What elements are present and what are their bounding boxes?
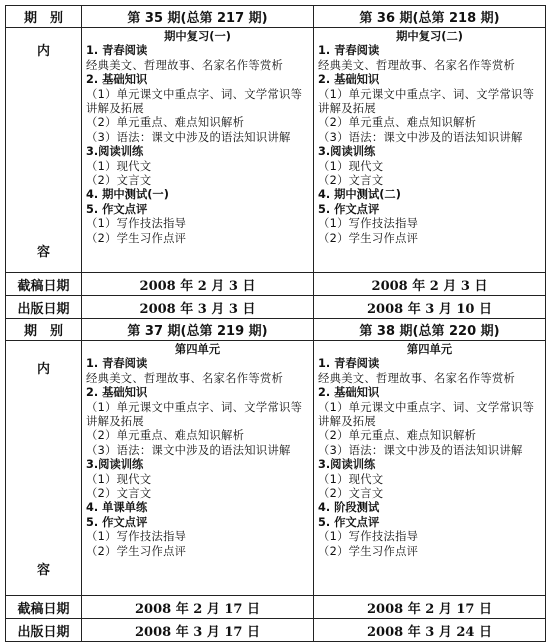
publish-date: 2008 年 3 月 24 日	[314, 619, 546, 642]
section-heading: 5. 作文点评	[86, 515, 148, 529]
section-heading: 3.阅读训练	[318, 145, 376, 159]
content-label-top: 内	[36, 362, 50, 377]
issue-theme: 第四单元	[174, 343, 221, 356]
section-item: （2）单元重点、难点知识解析	[86, 429, 245, 443]
section-heading: 1. 青春阅读	[86, 357, 148, 371]
content-label-bottom: 容	[36, 563, 50, 578]
section-heading: 2. 基础知识	[86, 386, 148, 400]
section-heading: 1. 青春阅读	[318, 44, 380, 58]
content-label-top: 内	[36, 44, 50, 59]
publish-row	[6, 296, 546, 319]
section-item: （2）文言文	[318, 174, 384, 188]
section-item: （3）语法：课文中涉及的语法知识讲解	[318, 130, 523, 144]
section-item: （1）写作技法指导	[318, 530, 419, 544]
section-heading: 4. 单课单练	[86, 501, 148, 515]
section-item: （3）语法：课文中涉及的语法知识讲解	[86, 130, 291, 144]
section-heading: 3.阅读训练	[86, 145, 144, 159]
section-heading: 2. 基础知识	[318, 386, 380, 400]
issue-contents	[82, 341, 314, 596]
issue-theme: 期中复习(一)	[164, 30, 231, 43]
section-item: （2）文言文	[318, 487, 384, 501]
content-label	[6, 341, 82, 596]
section-heading: 4. 期中测试(二)	[318, 188, 401, 202]
section-item: （1）写作技法指导	[318, 217, 419, 231]
section-heading: 3.阅读训练	[318, 458, 376, 472]
content-label-wrap	[6, 348, 81, 588]
section-item: （1）现代文	[318, 472, 384, 486]
section-heading: 3.阅读训练	[86, 458, 144, 472]
section-heading: 2. 基础知识	[86, 73, 148, 87]
section-item: （1）写作技法指导	[86, 217, 187, 231]
section-item: （2）学生习作点评	[318, 544, 419, 558]
section-item: （2）学生习作点评	[318, 231, 419, 245]
schedule-table	[5, 5, 546, 642]
section-item: （2）学生习作点评	[86, 231, 187, 245]
section-item: （1）单元课文中重点字、词、文学常识等讲解及拓展	[318, 87, 535, 116]
issue-header: 第 36 期(总第 218 期)	[314, 6, 546, 28]
section-item: （2）文言文	[86, 487, 152, 501]
content-label	[6, 28, 82, 273]
content-label-wrap	[6, 30, 81, 270]
section-item: （1）单元课文中重点字、词、文学常识等讲解及拓展	[86, 87, 303, 116]
section-item: 经典美文、哲理故事、名家名作等赏析	[86, 58, 284, 72]
content-label-bottom: 容	[36, 245, 50, 260]
section-item: （1）现代文	[318, 159, 384, 173]
deadline-label: 截稿日期	[6, 273, 82, 296]
section-item: （2）文言文	[86, 174, 152, 188]
section-item: （1）现代文	[86, 159, 152, 173]
deadline-label: 截稿日期	[6, 596, 82, 619]
publish-row	[6, 619, 546, 642]
issue-header: 第 38 期(总第 220 期)	[314, 319, 546, 341]
section-item: （1）单元课文中重点字、词、文学常识等讲解及拓展	[318, 400, 535, 429]
publish-label: 出版日期	[6, 296, 82, 319]
period-row	[6, 319, 546, 341]
section-item: （3）语法：课文中涉及的语法知识讲解	[318, 443, 523, 457]
issue-contents	[314, 341, 546, 596]
section-heading: 4. 阶段测试	[318, 501, 380, 515]
section-item: （2）学生习作点评	[86, 544, 187, 558]
section-item: 经典美文、哲理故事、名家名作等赏析	[318, 371, 516, 385]
issue-contents	[314, 28, 546, 273]
section-heading: 5. 作文点评	[318, 202, 380, 216]
deadline-date: 2008 年 2 月 3 日	[314, 273, 546, 296]
issue-contents	[82, 28, 314, 273]
period-label: 期 别	[6, 6, 82, 28]
section-item: （3）语法：课文中涉及的语法知识讲解	[86, 443, 291, 457]
section-heading: 1. 青春阅读	[318, 357, 380, 371]
deadline-date: 2008 年 2 月 17 日	[314, 596, 546, 619]
section-heading: 5. 作文点评	[86, 202, 148, 216]
section-item: （1）现代文	[86, 472, 152, 486]
publish-label: 出版日期	[6, 619, 82, 642]
section-item: （2）单元重点、难点知识解析	[318, 116, 477, 130]
section-heading: 5. 作文点评	[318, 515, 380, 529]
section-heading: 4. 期中测试(一)	[86, 188, 169, 202]
issue-header: 第 37 期(总第 219 期)	[82, 319, 314, 341]
deadline-row	[6, 596, 546, 619]
period-row	[6, 6, 546, 28]
section-item: 经典美文、哲理故事、名家名作等赏析	[318, 58, 516, 72]
section-item: （2）单元重点、难点知识解析	[86, 116, 245, 130]
section-item: 经典美文、哲理故事、名家名作等赏析	[86, 371, 284, 385]
publish-date: 2008 年 3 月 3 日	[82, 296, 314, 319]
section-heading: 1. 青春阅读	[86, 44, 148, 58]
publish-date: 2008 年 3 月 10 日	[314, 296, 546, 319]
deadline-row	[6, 273, 546, 296]
deadline-date: 2008 年 2 月 17 日	[82, 596, 314, 619]
deadline-date: 2008 年 2 月 3 日	[82, 273, 314, 296]
content-row	[6, 341, 546, 596]
publish-date: 2008 年 3 月 17 日	[82, 619, 314, 642]
section-item: （1）单元课文中重点字、词、文学常识等讲解及拓展	[86, 400, 303, 429]
issue-header: 第 35 期(总第 217 期)	[82, 6, 314, 28]
section-heading: 2. 基础知识	[318, 73, 380, 87]
content-row	[6, 28, 546, 273]
issue-theme: 第四单元	[406, 343, 453, 356]
issue-theme: 期中复习(二)	[396, 30, 463, 43]
section-item: （1）写作技法指导	[86, 530, 187, 544]
section-item: （2）单元重点、难点知识解析	[318, 429, 477, 443]
period-label: 期 别	[6, 319, 82, 341]
